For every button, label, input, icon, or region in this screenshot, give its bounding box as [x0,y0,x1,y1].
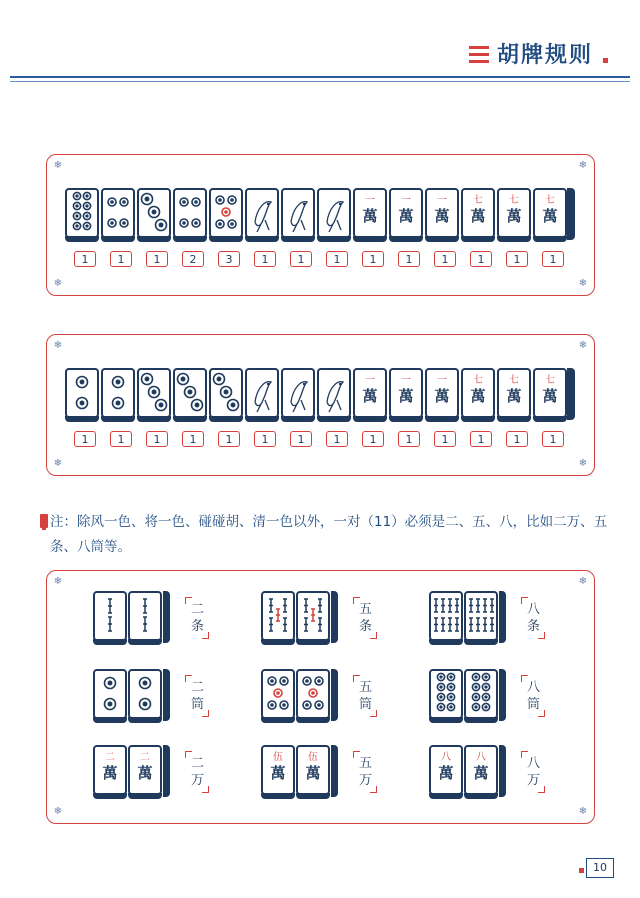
tong-pattern-icon [431,671,461,717]
tiao-1-tile [317,188,351,238]
pair-label-number: 二 [191,680,205,695]
tile-count-badge: 1 [110,431,132,447]
tile-count-badge: 3 [218,251,240,267]
pair-label-suit: 筒 [191,697,205,712]
tong-pattern-icon [103,190,133,236]
wan-character: 萬 [398,207,414,225]
wan-numeral: 伍 [273,752,283,763]
tiao-pattern-icon [298,593,328,639]
tong-4-tile [173,188,207,238]
wan-character: 萬 [102,764,118,782]
wan-numeral: 七 [473,375,483,386]
note-text: 注：除风一色、将一色、碰碰胡、清一色以外，一对（11）必须是二、五、八，比如二万、五条、八筒等。 [50,514,608,555]
wan-numeral: 二 [105,752,115,763]
tile-pair-side [499,745,506,797]
tiao-5-tile [296,591,330,641]
pair-label [525,755,553,789]
pair-tiao-8 [429,591,506,643]
pair-label-suit: 条 [527,619,541,634]
tong-5-tile [261,669,295,719]
pair-examples-panel [46,570,595,824]
tile-count-badge: 1 [542,431,564,447]
tile-count-badge: 1 [470,251,492,267]
wan-character: 萬 [305,764,321,782]
wan-numeral: 七 [509,195,519,206]
tong-pattern-icon [67,190,97,236]
tile-count-badge: 1 [434,251,456,267]
tiao-2-tile [93,591,127,641]
pair-label-number: 二 [191,602,205,617]
wan-character: 萬 [506,207,522,225]
tong-pattern-icon [130,671,160,717]
wan-numeral: 一 [437,195,447,206]
section-marker-icon [469,44,489,64]
pair-wan-2 [93,745,170,797]
tong-8-tile [464,669,498,719]
pair-label-number: 八 [527,756,541,771]
tile-count-badge: 1 [398,431,420,447]
tile-count-badge: 1 [398,251,420,267]
snowflake-icon: ❄ [578,340,588,351]
tong-3-tile [209,368,243,418]
pair-label [189,755,217,789]
tiao-pattern-icon [431,593,461,639]
snowflake-icon: ❄ [53,278,63,289]
wan-7-tile [461,368,495,418]
wan-2-tile [128,745,162,795]
snowflake-icon: ❄ [53,576,63,587]
pair-tong-5 [261,669,338,721]
tile-count-badge: 1 [146,431,168,447]
tile-count-badge: 1 [542,251,564,267]
hand-counts-1 [74,251,578,267]
tong-pattern-icon [175,370,205,416]
pair-label-number: 五 [359,680,373,695]
wan-7-tile [461,188,495,238]
wan-7-tile [497,188,531,238]
wan-numeral: 八 [476,752,486,763]
tong-pattern-icon [263,671,293,717]
tong-2-tile [128,669,162,719]
tiao-pattern-icon [95,593,125,639]
tile-row-side [567,368,575,420]
wan-character: 萬 [542,387,558,405]
pair-label-number: 五 [359,602,373,617]
snowflake-icon: ❄ [578,458,588,469]
tiao-1-tile [281,368,315,418]
tong-2-tile [101,368,135,418]
wan-8-tile [464,745,498,795]
tong-pattern-icon [175,190,205,236]
wan-numeral: 七 [509,375,519,386]
tiao-pattern-icon [247,190,277,236]
pair-label [357,755,385,789]
tong-pattern-icon [103,370,133,416]
tile-count-badge: 1 [326,251,348,267]
wan-2-tile [389,188,423,238]
tile-count-badge: 2 [182,251,204,267]
tong-pattern-icon [211,370,241,416]
wan-character: 萬 [438,764,454,782]
tile-pair-side [331,591,338,643]
page-title: 胡牌规则 [496,43,593,68]
tong-2-tile [93,669,127,719]
wan-2-tile [353,368,387,418]
tile-pair-side [163,591,170,643]
tiao-1-tile [245,188,279,238]
tiao-pattern-icon [247,370,277,416]
tile-count-badge: 1 [326,431,348,447]
pair-label-suit: 筒 [359,697,373,712]
snowflake-icon: ❄ [578,278,588,289]
tile-pair-side [499,669,506,721]
tong-pattern-icon [139,370,169,416]
tong-pattern-icon [139,190,169,236]
wan-character: 萬 [137,764,153,782]
tong-pattern-icon [466,671,496,717]
tile-count-badge: 1 [290,251,312,267]
wan-character: 萬 [362,387,378,405]
pair-label-suit: 万 [191,773,205,788]
tong-pattern-icon [95,671,125,717]
pair-wan-8 [429,745,506,797]
pair-label-number: 二 [191,756,205,771]
pair-label-number: 八 [527,680,541,695]
tile-count-badge: 1 [470,431,492,447]
pair-label-suit: 万 [359,773,373,788]
tong-4-tile [101,188,135,238]
pair-label [525,601,553,635]
wan-numeral: 伍 [308,752,318,763]
tong-3-tile [173,368,207,418]
tong-5-tile [296,669,330,719]
tile-count-badge: 1 [110,251,132,267]
wan-character: 萬 [506,387,522,405]
pair-label [189,601,217,635]
wan-numeral: 一 [365,375,375,386]
tiao-1-tile [245,368,279,418]
tiao-pattern-icon [283,370,313,416]
tiao-pattern-icon [283,190,313,236]
pair-label-suit: 条 [191,619,205,634]
tong-pattern-icon [298,671,328,717]
wan-character: 萬 [470,387,486,405]
wan-numeral: 一 [401,375,411,386]
wan-8-tile [429,745,463,795]
pair-label [189,679,217,713]
page-number: 10 [586,858,614,878]
page-header [469,38,608,69]
pair-tong-8 [429,669,506,721]
tile-count-badge: 1 [254,431,276,447]
hand-panel-2 [46,334,595,476]
pair-label [357,601,385,635]
wan-character: 萬 [542,207,558,225]
wan-character: 萬 [434,207,450,225]
tiao-8-tile [464,591,498,641]
wan-2-tile [389,368,423,418]
pair-label-suit: 筒 [527,697,541,712]
wan-character: 萬 [470,207,486,225]
tong-5-tile [209,188,243,238]
hand-counts-2 [74,431,578,447]
wan-character: 萬 [398,387,414,405]
wan-5-tile [296,745,330,795]
pair-label [525,679,553,713]
snowflake-icon: ❄ [578,576,588,587]
pair-label-suit: 条 [359,619,373,634]
pair-tiao-2 [93,591,170,643]
wan-numeral: 一 [401,195,411,206]
tiao-8-tile [429,591,463,641]
tiao-pattern-icon [466,593,496,639]
tong-2-tile [65,368,99,418]
wan-numeral: 一 [365,195,375,206]
tong-3-tile [137,368,171,418]
tong-pattern-icon [67,370,97,416]
wan-2-tile [425,368,459,418]
snowflake-icon: ❄ [578,160,588,171]
pair-label-suit: 万 [527,773,541,788]
snowflake-icon: ❄ [578,806,588,817]
wan-7-tile [533,368,567,418]
pair-label-number: 八 [527,602,541,617]
tiao-pattern-icon [319,370,349,416]
hand-tiles-1 [65,188,575,240]
tile-pair-side [331,745,338,797]
wan-character: 萬 [434,387,450,405]
note-bookmark-icon [40,514,48,528]
pair-tong-2 [93,669,170,721]
wan-numeral: 八 [441,752,451,763]
tile-count-badge: 1 [182,431,204,447]
header-rule-thin [10,81,630,82]
snowflake-icon: ❄ [53,806,63,817]
tile-count-badge: 1 [254,251,276,267]
wan-character: 萬 [270,764,286,782]
tong-3-tile [137,188,171,238]
wan-2-tile [353,188,387,238]
wan-numeral: 七 [545,375,555,386]
pair-wan-5 [261,745,338,797]
wan-numeral: 七 [545,195,555,206]
tile-count-badge: 1 [290,431,312,447]
hand-panel-1 [46,154,595,296]
wan-numeral: 七 [473,195,483,206]
tile-count-badge: 1 [362,251,384,267]
tiao-5-tile [261,591,295,641]
tong-8-tile [429,669,463,719]
wan-numeral: 一 [437,375,447,386]
tiao-1-tile [317,368,351,418]
tong-8-tile [65,188,99,238]
wan-numeral: 二 [140,752,150,763]
pair-tiao-5 [261,591,338,643]
tiao-1-tile [281,188,315,238]
tile-count-badge: 1 [218,431,240,447]
wan-character: 萬 [473,764,489,782]
pair-label-number: 五 [359,756,373,771]
wan-5-tile [261,745,295,795]
wan-2-tile [425,188,459,238]
tong-pattern-icon [211,190,241,236]
wan-character: 萬 [362,207,378,225]
tile-count-badge: 1 [434,431,456,447]
header-rule [10,76,630,78]
wan-2-tile [93,745,127,795]
tile-pair-side [163,669,170,721]
snowflake-icon: ❄ [53,458,63,469]
tile-count-badge: 1 [146,251,168,267]
snowflake-icon: ❄ [53,160,63,171]
tile-count-badge: 1 [506,431,528,447]
tile-count-badge: 1 [362,431,384,447]
tiao-pattern-icon [130,593,160,639]
tiao-2-tile [128,591,162,641]
title-dot [603,58,608,63]
tile-pair-side [163,745,170,797]
tiao-pattern-icon [263,593,293,639]
tile-count-badge: 1 [74,251,96,267]
pair-label [357,679,385,713]
tile-count-badge: 1 [74,431,96,447]
wan-7-tile [533,188,567,238]
hand-tiles-2 [65,368,575,420]
snowflake-icon: ❄ [53,340,63,351]
page-number-dot [579,868,584,873]
tile-row-side [567,188,575,240]
tile-count-badge: 1 [506,251,528,267]
tiao-pattern-icon [319,190,349,236]
wan-7-tile [497,368,531,418]
tile-pair-side [331,669,338,721]
tile-pair-side [499,591,506,643]
